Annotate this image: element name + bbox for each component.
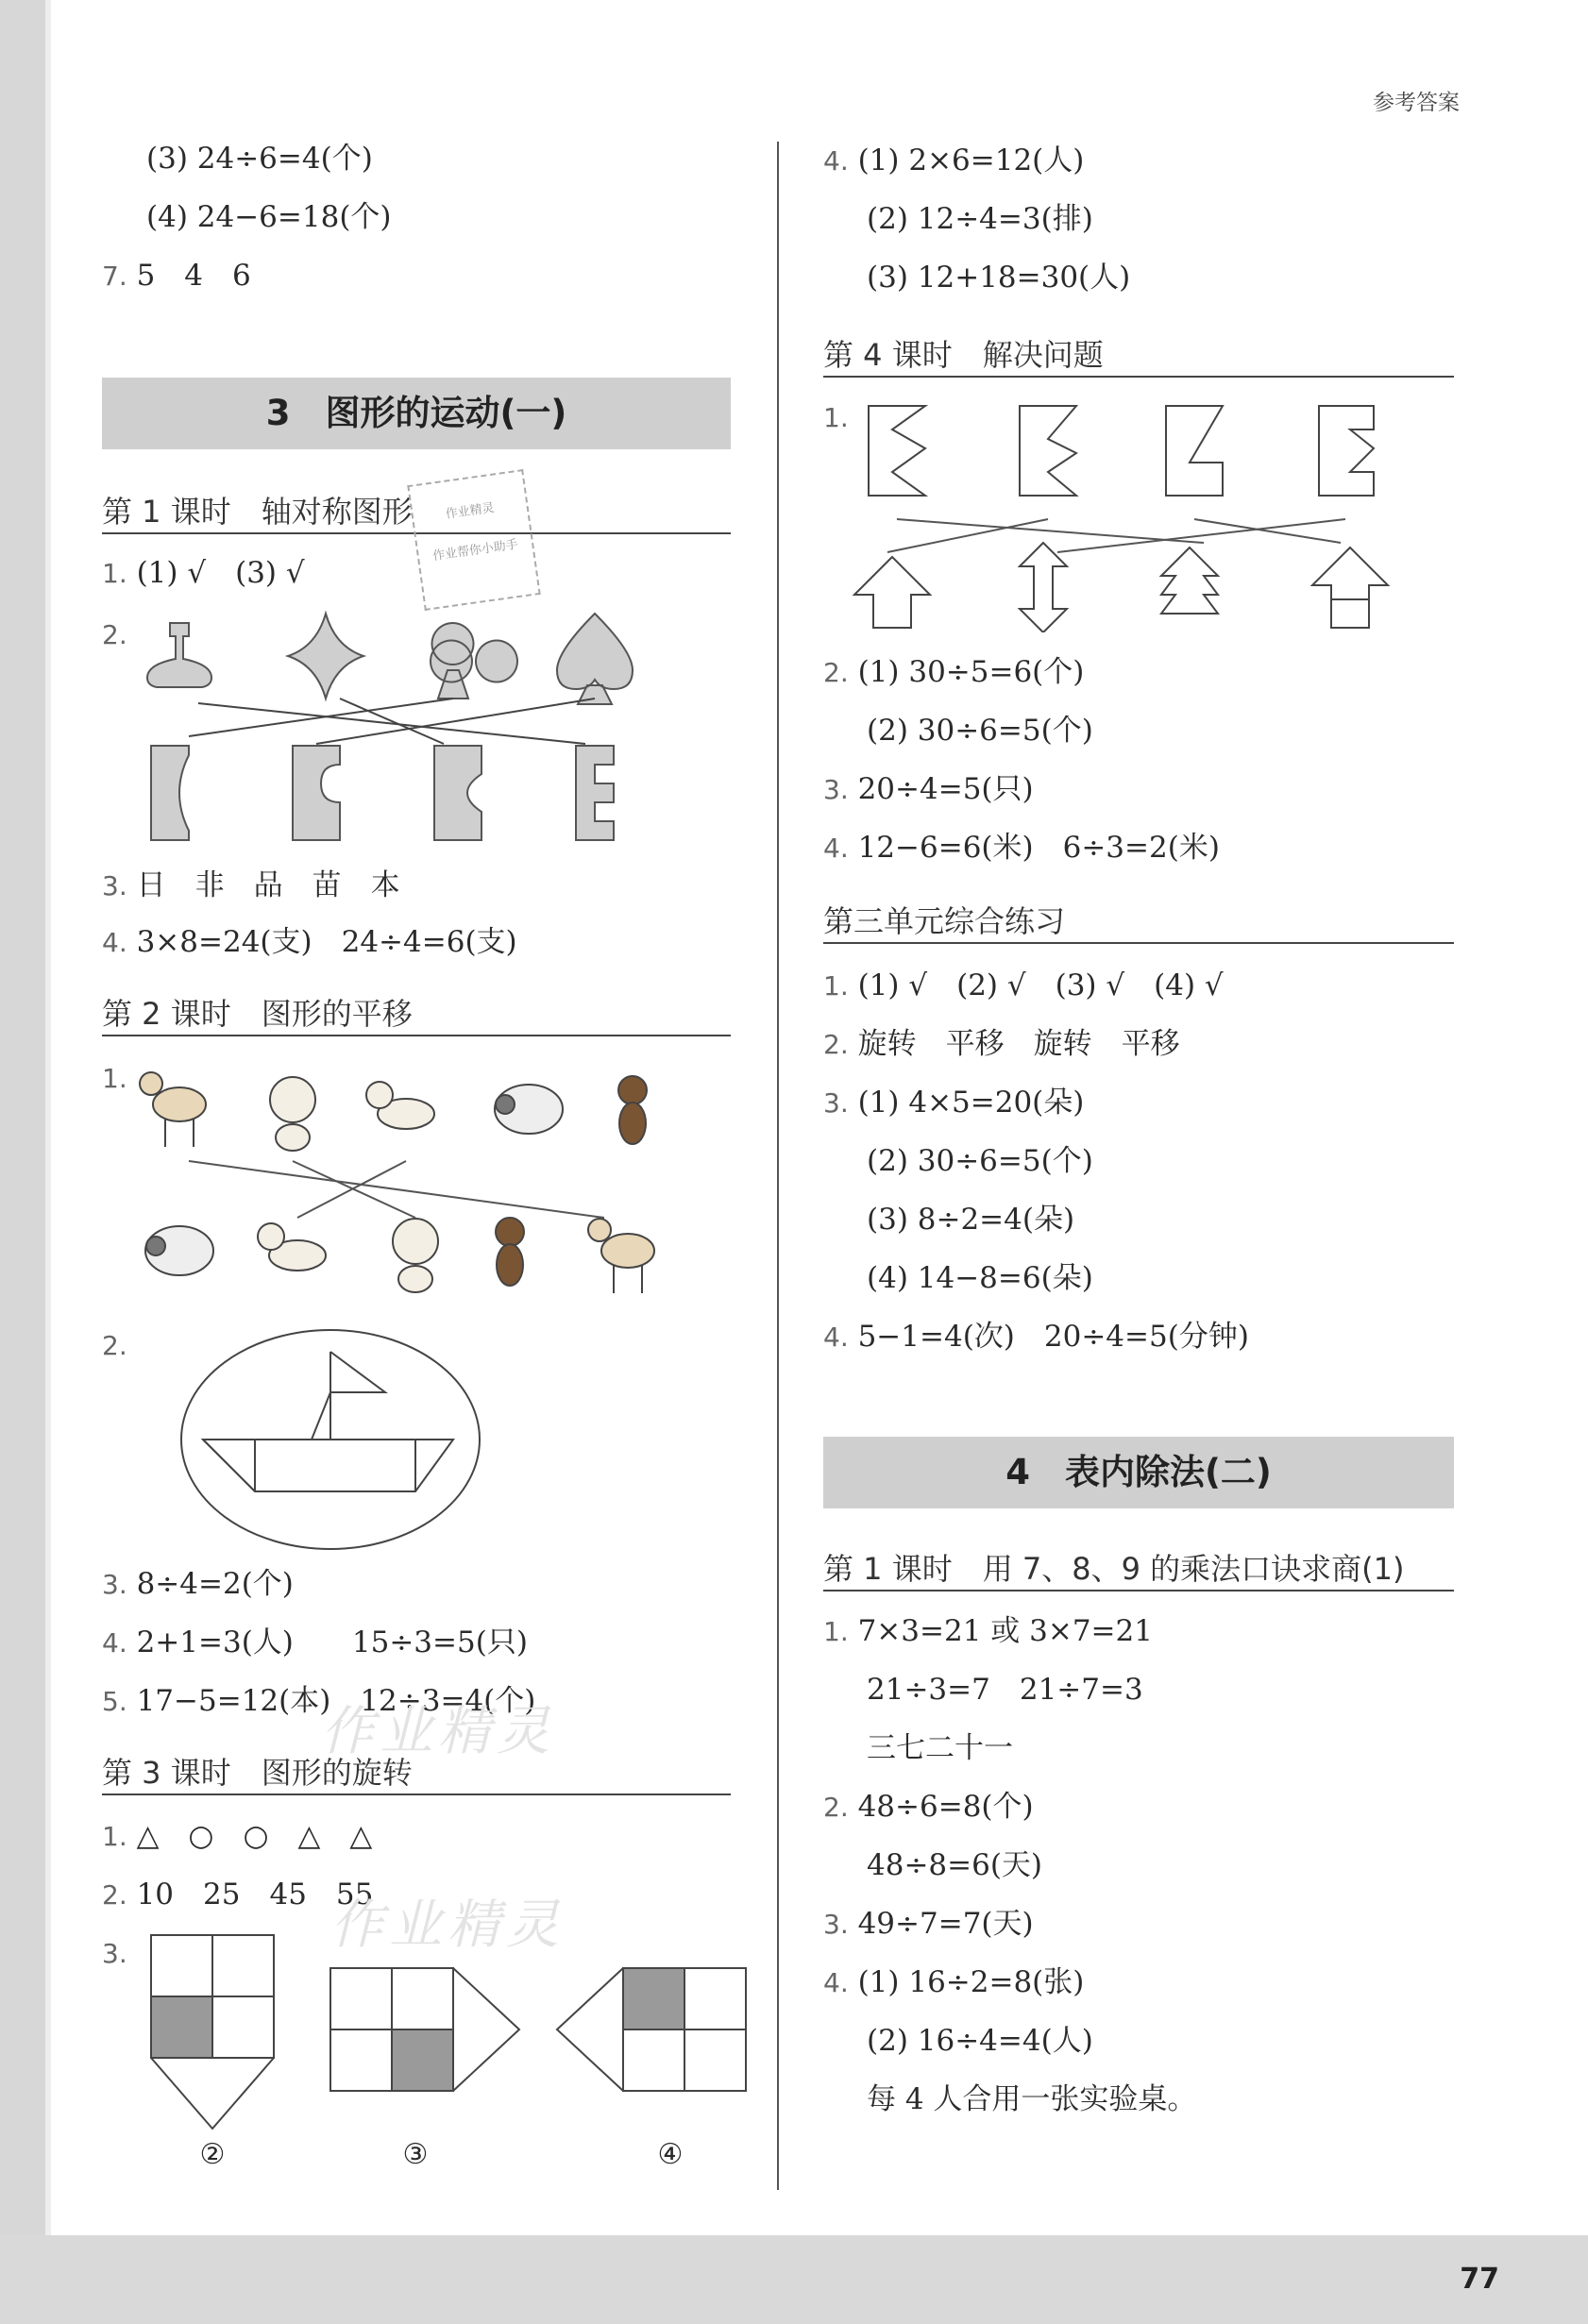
answer-line: (3) 24÷6=4(个)	[146, 142, 373, 176]
answer-line: 4. (1) 16÷2=8(张)	[823, 1965, 1085, 1999]
half-shape-4	[576, 746, 614, 840]
half-shape-3	[434, 746, 481, 840]
chess-piece-shape	[147, 623, 211, 687]
deer-icon	[588, 1219, 654, 1293]
answer-line	[102, 257, 251, 295]
unit4-lesson-1-title: 第 1 课时 用 7、8、9 的乘法口诀求商(1)	[823, 1548, 1454, 1591]
question-number: 2.	[102, 619, 127, 650]
answer-line: (2) 16÷4=4(人)	[867, 2024, 1093, 2058]
answer-line: 5. 17−5=12(本) 12÷3=4(个)	[102, 1684, 536, 1718]
rotation-figures	[142, 1930, 755, 2138]
lesson-4-title: 第 4 课时 解决问题	[823, 334, 1454, 378]
sheep-icon	[495, 1085, 563, 1134]
question-number: 7.	[102, 261, 127, 292]
figure-label: ③	[402, 2138, 429, 2171]
answer-line: 每 4 人合用一张实验桌。	[867, 2082, 1197, 2116]
half-shape-1	[151, 746, 189, 840]
answer-line: 21÷3=7 21÷7=3	[867, 1673, 1143, 1707]
spade-shape	[557, 614, 633, 704]
column-divider	[777, 142, 779, 2190]
answer-line: 2. (1) 30÷5=6(个)	[823, 655, 1085, 689]
answer-text: 5 4 6	[136, 259, 251, 293]
answer-line: 3. 日 非 品 苗 本	[102, 868, 400, 902]
dog-icon	[258, 1223, 326, 1271]
puzzle-matching-figure	[850, 396, 1416, 632]
figure-label: ②	[199, 2138, 226, 2171]
answer-line: 4. 5−1=4(次) 20÷4=5(分钟)	[823, 1320, 1249, 1354]
answer-line: 2. 旋转 平移 旋转 平移	[823, 1027, 1180, 1061]
answer-line: (4) 14−8=6(朵)	[867, 1261, 1093, 1295]
answer-line: (2) 12÷4=3(排)	[867, 202, 1093, 236]
lesson-3-title: 第 3 课时 图形的旋转	[102, 1752, 731, 1795]
page-edge-band-inner	[45, 0, 51, 2324]
page-footer	[0, 2235, 1588, 2324]
four-point-star-shape	[288, 614, 363, 699]
answer-line: (2) 30÷6=5(个)	[867, 714, 1093, 748]
question-number: 1.	[102, 1063, 127, 1094]
question-number: 1.	[823, 402, 849, 433]
watermark: 作业精灵	[321, 1701, 555, 1762]
answer-line: 1. 7×3=21 或 3×7=21	[823, 1614, 1153, 1648]
question-number: 2.	[102, 1330, 127, 1361]
dog-icon	[366, 1082, 434, 1129]
lesson-1-title: 第 1 课时 轴对称图形	[102, 491, 731, 534]
answer-line: (2) 30÷6=5(个)	[867, 1144, 1093, 1178]
unit-4-title: 4 表内除法(二)	[823, 1437, 1454, 1508]
club-shape	[431, 623, 517, 699]
unit-3-title: 3 图形的运动(一)	[102, 378, 731, 449]
answer-line: 2. 48÷6=8(个)	[823, 1790, 1034, 1824]
page-edge-band	[0, 0, 45, 2324]
answer-line: 3. 49÷7=7(天)	[823, 1907, 1034, 1941]
answer-line: 4. (1) 2×6=12(人)	[823, 143, 1085, 177]
monkey-icon	[618, 1076, 647, 1144]
answer-line: 4. 2+1=3(人) 15÷3=5(只)	[102, 1625, 528, 1659]
header-label: 参考答案	[1373, 91, 1460, 115]
monkey-icon	[496, 1218, 524, 1286]
question-number: 3.	[102, 1938, 127, 1969]
answer-line: 2. 10 25 45 55	[102, 1878, 374, 1911]
answer-line: 4. 12−6=6(米) 6÷3=2(米)	[823, 831, 1220, 865]
unit-review-title: 第三单元综合练习	[823, 901, 1454, 944]
answer-line: 4. 3×8=24(支) 24÷4=6(支)	[102, 925, 517, 959]
stamp: 作业精灵 作业帮你小助手	[407, 469, 540, 611]
symmetry-matching-figure	[132, 604, 661, 850]
boat-figure	[170, 1322, 491, 1558]
watermark: 作业精灵	[330, 1895, 565, 1956]
answer-line: 3. 8÷4=2(个)	[102, 1567, 294, 1601]
lesson-2-title: 第 2 课时 图形的平移	[102, 993, 731, 1036]
answer-line: 3. 20÷4=5(只)	[823, 772, 1034, 806]
answer-line: (4) 24−6=18(个)	[146, 200, 392, 234]
answer-line: 1. (1) √ (2) √ (3) √ (4) √	[823, 968, 1224, 1002]
answer-text: (1) √ (3) √	[136, 556, 305, 590]
sheep-icon	[145, 1226, 213, 1275]
translation-matching-figure	[132, 1057, 699, 1303]
page-number: 77	[1460, 2263, 1499, 2296]
deer-icon	[140, 1072, 206, 1147]
answer-line: 1. △ ○ ○ △ △	[102, 1819, 373, 1853]
rabbit-icon	[393, 1219, 438, 1292]
rabbit-icon	[270, 1077, 315, 1151]
question-number: 1.	[102, 558, 127, 589]
answer-line: (3) 12+18=30(人)	[867, 261, 1131, 295]
answer-line	[102, 554, 305, 593]
answer-line: 48÷8=6(天)	[867, 1848, 1043, 1882]
answer-line: (3) 8÷2=4(朵)	[867, 1203, 1075, 1237]
figure-label: ④	[657, 2138, 684, 2171]
answer-line: 3. (1) 4×5=20(朵)	[823, 1086, 1085, 1120]
answer-line: 三七二十一	[867, 1731, 1013, 1765]
half-shape-2	[293, 746, 340, 840]
